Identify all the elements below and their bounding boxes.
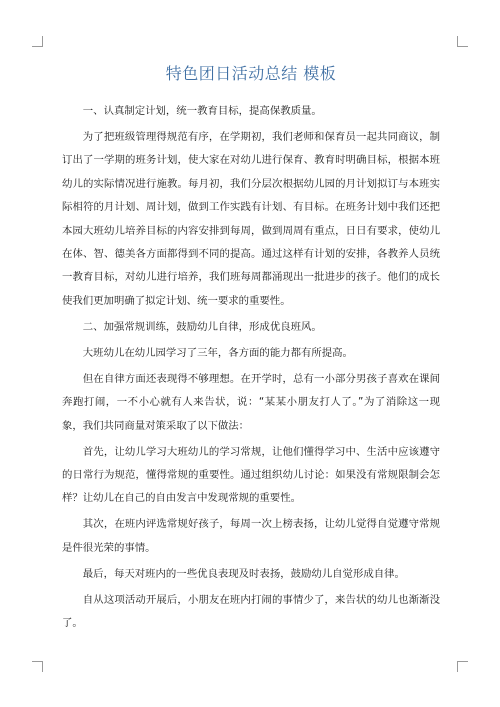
body-paragraph: 为了把班级管理得规范有序，在学期初，我们老师和保育员一起共同商议，制订出了一学期的班务计划，使大家在对幼儿进行保育、教育时明确目标，根据本班幼儿的实际情况进行施教。每月初，我们分层次根据幼儿园的月计划拟订与本班实际相符的月计划、周计划，做到工作实践有计划、有目标。在班务计划中我们还把本园大班幼儿培养目标的内容安排到每周，做到周周有重点，日日有要求，使幼儿在体、智、德美各方面都得到不同的提高。通过这样有计划的安排，各教养人员统一教育目标，对幼儿进行培养，我们班每周都涌现出一批进步的孩子。他们的成长使我们更加明确了拟定计划、统一要求的重要性。 bbox=[62, 131, 440, 307]
section-heading-2: 二、加强常规训练，鼓励幼儿自律，形成优良班风。 bbox=[82, 320, 322, 333]
body-paragraph: 首先，让幼儿学习大班幼儿的学习常规，让他们懂得学习中、生活中应该遵守的日常行为规范，懂得常规的重要性。通过组织幼儿讨论：如果没有常规限制会怎样？让幼儿在自己的自由发言中发现常规的重要性。 bbox=[62, 445, 440, 505]
body-paragraph: 自从这项活动开展后，小朋友在班内打闹的事情少了，来告状的幼儿也渐渐没了。 bbox=[62, 593, 440, 630]
crop-mark-bottom-right bbox=[457, 661, 468, 672]
body-paragraph: 但在自律方面还表现得不够理想。在开学时，总有一小部分男孩子喜欢在课间奔跑打闹，一不小心就有人来告状，说：“某某小朋友打人了。”为了消除这一现象，我们共同商量对策采取了以下做法： bbox=[62, 372, 440, 432]
body-paragraph: 其次，在班内评选常规好孩子，每周一次上榜表扬，让幼儿觉得自觉遵守常规是件很光荣的事情。 bbox=[62, 518, 440, 554]
crop-mark-top-left bbox=[32, 36, 43, 47]
document-title: 特色团日活动总结 模板 bbox=[165, 64, 337, 83]
crop-mark-top-right bbox=[457, 36, 468, 47]
body-paragraph: 最后，每天对班内的一些优良表现及时表扬，鼓励幼儿自觉形成自律。 bbox=[82, 567, 405, 580]
document-page bbox=[62, 62, 440, 638]
section-heading-1: 一、认真制定计划，统一教育目标，提高保教质量。 bbox=[82, 105, 322, 117]
body-paragraph: 大班幼儿在幼儿园学习了三年，各方面的能力都有所提高。 bbox=[82, 346, 353, 359]
crop-mark-bottom-left bbox=[32, 661, 43, 672]
